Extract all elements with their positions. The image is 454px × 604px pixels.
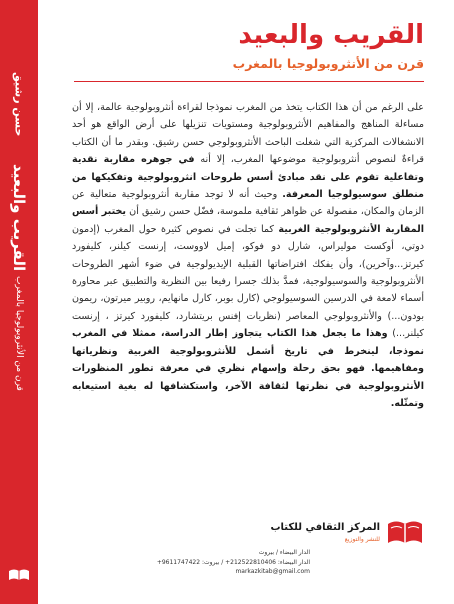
- open-book-icon: [386, 518, 424, 546]
- spine-subtitle: قرن من الأنثروبولوجيا بالمغرب: [14, 275, 24, 391]
- blurb-text: [72, 99, 424, 412]
- blurb-part-3: كما تجلت في نصوص كثيرة حول المغرب (إدمون دوتي، أوكست موليراس، شارل دو فوكو، إميل لاووست، إرنست كيلنر، كليفورد كيرتز...وآخرين)، وأن يفكك افتراضاتها القبلية الإيديولوجية في ضوء أشهر الطروحات الأنثروبولوجية والسوسيولوجية، فمدَّ بذلك جسرا رفيعا بين النظرية والتطبيق عبر محاورة أسماء لامعة في الدرسين السوسيولوجي (كارل بوبر، كارل مانهايم، روبير ميرتون، ريمون بودون...) والأنثروبولوجي المعاصر (نظريات إفنس بريتشارد، كليفورد كيرتز ، إرنست كيلنر...): [72, 223, 424, 340]
- book-subtitle: قرن من الأنثروبولوجيا بالمغرب: [232, 56, 424, 71]
- publisher-name: المركز الثقافي للكتاب: [270, 522, 380, 533]
- blurb-bold-1: في جوهره مقاربة نقدية وتفاعلية تقوم على نقد مبادئ أسس طروحات انثروبولوجية وتفكيكها من منطلق سوسيولوجيا المعرفة.: [72, 154, 424, 201]
- spine-text-group: [0, 72, 38, 432]
- publisher-contacts: [100, 548, 310, 577]
- title-divider: [74, 81, 424, 82]
- spine-publisher-logo-icon: [8, 568, 30, 582]
- contact-email: markazkitab@gmail.com: [235, 568, 310, 575]
- blurb-bold-2: يختبر أسس المقاربة الأنثروبولوجية الغربية: [72, 206, 424, 235]
- spine-author: حسن رشيق: [12, 72, 26, 137]
- contact-cities: الدار البيضاء / بيروت: [258, 549, 310, 556]
- book-spine: [0, 0, 38, 604]
- blurb-part-2: وحيث أنه لا توجد مقاربة أنثروبولوجية متعالية عن الزمان والمكان، مفصولة عن ظواهر ثقافية ملموسة، فضّل حسن رشيق أن: [72, 189, 424, 218]
- spine-title: القريب والبعيد: [10, 164, 28, 272]
- blurb-part-1: على الرغم من أن هذا الكتاب يتخذ من المغرب نموذجا لقراءة أنثروبولوجية عالمة، إلا أن مساءلة المناهج والمفاهيم الأنثروبولوجية ومستويات تنزيلها على أرض الواقع هو أحد الانشغالات المركزية التي شغلت الباحث الأنثروبولوجي حسن رشيق. وبقدر ما أن الكتاب قراءةٌ لنصوص أنثروبولوجية موضوعها المغرب، إلا أنه: [72, 102, 424, 166]
- book-title: القريب والبعيد: [238, 20, 424, 50]
- publisher-tagline: للنشر والتوزيع: [344, 536, 380, 543]
- blurb-bold-3: وهذا ما يجعل هذا الكتاب يتجاوز إطار الدراسة، ممثلا في المغرب نموذجا، لينخرط في تاريخ أشمل للأنثروبولوجية الغربية ونظرياتها ومفاهيمها. فهو بحق رحلة وإسهام نظري في معرفة تطور المنظورات الأنثروبولوجية في نظرتها لثقافة الآخر، واستكشافها له بغية استيعابه وتمثّله.: [72, 328, 424, 409]
- contact-phones: الدار البيضاء: 212522810406+ / بيروت: 9611747422+: [156, 558, 310, 566]
